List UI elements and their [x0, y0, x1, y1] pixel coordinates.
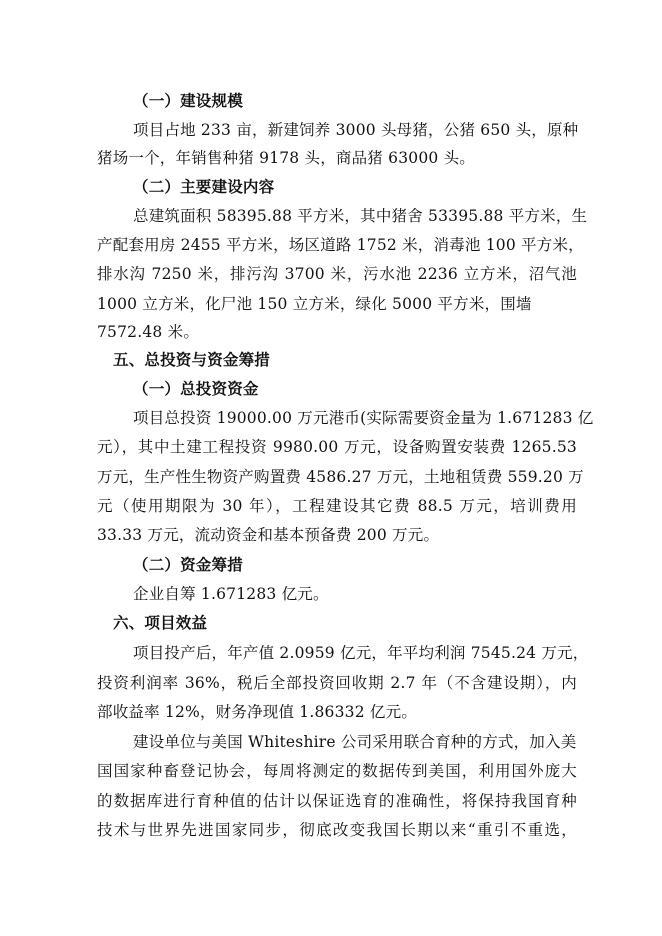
paragraph-line: 项目投产后，年产值 2.0959 亿元，年平均利润 7545.24 万元， [133, 644, 589, 662]
section-title-investment: 五、总投资与资金筹措 [113, 351, 271, 369]
heading-total-investment: （一）总投资资金 [133, 380, 259, 398]
paragraph-line: 项目占地 233 亩，新建饲养 3000 头母猪，公猪 650 头，原种 [133, 121, 579, 139]
paragraph-line: 技术与世界先进国家同步，彻底改变我国长期以来“重引不重选， [97, 821, 577, 839]
paragraph-line: 元（使用期限为 30 年），工程建设其它费 88.5 万元，培训费用 [97, 497, 577, 515]
paragraph-line: 总建筑面积 58395.88 平方米，其中猪舍 53395.88 平方米，生 [133, 207, 588, 225]
paragraph-line: 猪场一个，年销售种猪 9178 头，商品猪 63000 头。 [97, 149, 475, 167]
paragraph-line: 排水沟 7250 米，排污沟 3700 米，污水池 2236 立方米，沼气池 [97, 265, 577, 283]
heading-fundraising: （二）资金筹措 [133, 556, 243, 574]
paragraph-line: 万元，生产性生物资产购置费 4586.27 万元，土地租赁费 559.20 万 [97, 468, 584, 486]
heading-construction-scale: （一）建设规模 [133, 92, 243, 110]
section-title-benefits: 六、项目效益 [113, 614, 208, 632]
paragraph-line: 的数据库进行育种值的估计以保证选育的准确性，将保持我国育种 [97, 792, 577, 810]
paragraph-line: 33.33 万元，流动资金和基本预备费 200 万元。 [97, 526, 440, 544]
heading-main-construction-content: （二）主要建设内容 [133, 178, 275, 196]
paragraph-line: 投资利润率 36%，税后全部投资回收期 2.7 年（不含建设期），内 [97, 674, 577, 692]
paragraph-line: 部收益率 12%，财务净现值 1.86332 亿元。 [97, 703, 418, 721]
paragraph-line: 企业自筹 1.671283 亿元。 [133, 585, 329, 603]
paragraph-line: 产配套用房 2455 平方米，场区道路 1752 米，消毒池 100 平方米， [97, 236, 584, 254]
paragraph-line: 1000 立方米，化尸池 150 立方米，绿化 5000 平方米，围墙 [97, 295, 532, 313]
paragraph-line: 元），其中土建工程投资 9980.00 万元，设备购置安装费 1265.53 [97, 438, 577, 456]
paragraph-line: 建设单位与美国 Whiteshire 公司采用联合育种的方式，加入美 [133, 733, 577, 751]
paragraph-line: 国国家种畜登记协会，每周将测定的数据传到美国，利用国外庞大 [97, 762, 577, 780]
paragraph-line: 项目总投资 19000.00 万元港币(实际需要资金量为 1.671283 亿 [133, 409, 594, 427]
paragraph-line: 7572.48 米。 [97, 323, 200, 341]
